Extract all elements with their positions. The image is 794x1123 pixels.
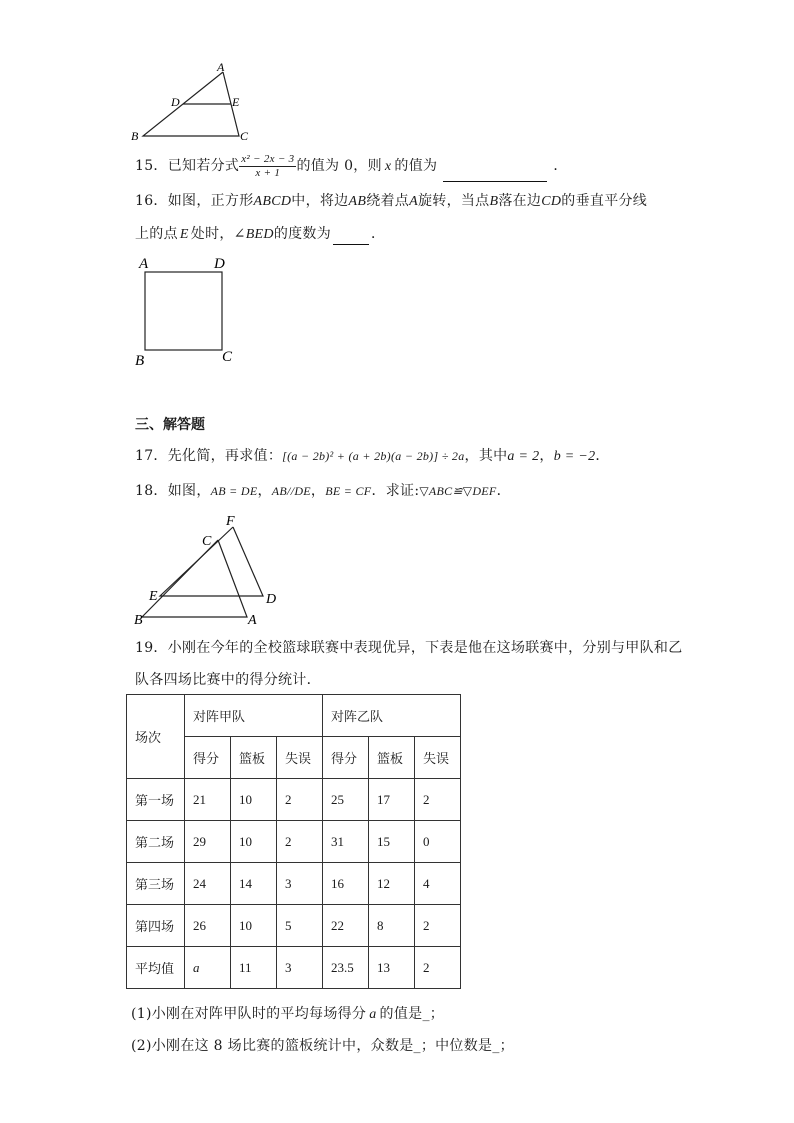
q15-numerator: x² − 2x − 3 (241, 152, 295, 165)
q18-prefix: 18．如图， (135, 483, 211, 499)
q16-text-1e: 落在边 (498, 193, 542, 209)
section-heading: 三、解答题 (135, 417, 205, 433)
q16-text-1d: 旋转，当点 (417, 193, 490, 209)
q15-var: x (384, 159, 392, 174)
triangles-figure-q18 (130, 510, 290, 630)
q19-sub1-text-b: 的值是_； (379, 1006, 445, 1022)
question-19-line-2: 队各四场比赛中的得分统计． (135, 672, 321, 688)
label-e: E (149, 589, 158, 604)
q18-end: ． (496, 483, 511, 499)
subheader-cell: 得分 (323, 737, 369, 779)
subheader-cell: 篮板 (231, 737, 277, 779)
q19-sub1-text-a: (1)小刚在对阵甲队时的平均每场得分 (131, 1006, 367, 1022)
question-17 (135, 446, 610, 467)
table-cell: 15 (369, 821, 415, 863)
q17-prefix: 17．先化简，再求值： (135, 448, 283, 464)
q15-end: ． (553, 158, 568, 174)
q16-point-b: B (489, 194, 499, 209)
q16-answer-blank[interactable] (333, 228, 369, 245)
q17-comma: ， (539, 448, 554, 464)
q16-text-2b: 处时， (190, 226, 234, 242)
table-row (127, 779, 461, 821)
table-row (127, 821, 461, 863)
table-cell: 22 (323, 905, 369, 947)
subheader-cell: 失误 (415, 737, 461, 779)
table-cell: 29 (185, 821, 231, 863)
label-a: A (139, 256, 149, 272)
table-cell: 2 (277, 821, 323, 863)
label-d: D (266, 592, 277, 607)
row-label: 第二场 (127, 821, 185, 863)
triangle-figure-q14 (128, 60, 258, 146)
row-label: 第一场 (127, 779, 185, 821)
label-b: B (131, 129, 139, 143)
triangle-abc-outline (142, 540, 247, 617)
table-header-row (127, 695, 461, 737)
q17-condition-a: a = 2 (507, 449, 540, 464)
question-19-sub-1 (131, 1004, 444, 1025)
q15-answer-blank[interactable] (443, 161, 547, 182)
label-a: A (217, 60, 225, 74)
q16-text-1b: 中，将边 (291, 193, 349, 209)
table-cell: 21 (185, 779, 231, 821)
label-d: D (171, 95, 180, 109)
table-cell: 0 (415, 821, 461, 863)
square-abcd-outline (145, 272, 222, 350)
q18-condition-3: BE = CF (325, 484, 372, 498)
table-row (127, 905, 461, 947)
label-b: B (135, 353, 145, 369)
table-row (127, 947, 461, 989)
group-a-header: 对阵甲队 (185, 695, 323, 737)
score-table (126, 694, 461, 989)
q18-sep-1: ， (257, 483, 272, 499)
table-cell: 26 (185, 905, 231, 947)
table-row (127, 863, 461, 905)
table-cell: 23.5 (323, 947, 369, 989)
square-figure-q16 (130, 252, 240, 370)
question-18 (135, 481, 511, 501)
label-d: D (214, 256, 225, 272)
table-cell: 16 (323, 863, 369, 905)
q18-conclusion: ▽ABC≌▽DEF (419, 484, 497, 498)
q15-denominator: x + 1 (255, 166, 281, 179)
table-cell: 10 (231, 905, 277, 947)
table-cell: a (185, 947, 231, 989)
q15-prefix: 15．已知若分式 (135, 158, 240, 174)
q16-cd: CD (541, 194, 562, 209)
table-cell: 2 (415, 779, 461, 821)
q19-sub1-var: a (369, 1007, 377, 1022)
table-cell: 5 (277, 905, 323, 947)
table-cell: 2 (415, 905, 461, 947)
table-cell: 13 (369, 947, 415, 989)
q17-end: ． (595, 448, 610, 464)
row-label: 第三场 (127, 863, 185, 905)
row-label: 第四场 (127, 905, 185, 947)
q16-point-e: E (179, 227, 189, 242)
table-cell: 12 (369, 863, 415, 905)
q18-middle: ．求证: (371, 483, 420, 499)
table-cell: 25 (323, 779, 369, 821)
table-cell: 8 (369, 905, 415, 947)
question-16-line-1 (135, 191, 647, 212)
label-a: A (248, 613, 257, 628)
label-c: C (202, 534, 212, 549)
group-b-header: 对阵乙队 (323, 695, 461, 737)
question-19-line-1: 19．小刚在今年的全校篮球联赛中表现优异，下表是他在这场联赛中，分别与甲队和乙 (135, 640, 683, 656)
round-header: 场次 (127, 695, 185, 779)
table-cell: 10 (231, 821, 277, 863)
q17-middle: ，其中 (464, 448, 508, 464)
label-b: B (134, 613, 143, 628)
question-19-sub-2: (2)小刚在这 8 场比赛的篮板统计中，众数是_；中位数是_； (131, 1038, 514, 1054)
table-cell: 31 (323, 821, 369, 863)
q16-text-1a: 16．如图，正方形 (135, 193, 254, 209)
label-c: C (240, 129, 249, 143)
q16-abcd: ABCD (253, 194, 292, 209)
subheader-cell: 篮板 (369, 737, 415, 779)
table-cell: 24 (185, 863, 231, 905)
q17-condition-b: b = −2 (553, 449, 596, 464)
q16-angle: ∠BED (233, 227, 274, 242)
q16-ab: AB (348, 194, 367, 209)
q18-condition-1: AB = DE (210, 484, 258, 498)
q15-middle: 的值为 0，则 (296, 158, 382, 174)
table-cell: 3 (277, 863, 323, 905)
row-label: 平均值 (127, 947, 185, 989)
table-cell: 17 (369, 779, 415, 821)
table-cell: 2 (277, 779, 323, 821)
table-cell: 2 (415, 947, 461, 989)
question-15 (135, 151, 568, 181)
q16-point-a: A (409, 194, 418, 209)
q16-text-1f: 的垂直平分线 (561, 193, 648, 209)
q18-condition-2: AB//DE (271, 484, 311, 498)
q16-text-1c: 绕着点 (366, 193, 410, 209)
subheader-cell: 失误 (277, 737, 323, 779)
table-cell: 3 (277, 947, 323, 989)
label-f: F (226, 514, 235, 529)
label-c: C (222, 349, 233, 365)
q15-suffix: 的值为 (394, 158, 438, 174)
label-e: E (232, 95, 240, 109)
question-16-line-2 (135, 224, 385, 245)
table-cell: 14 (231, 863, 277, 905)
table-cell: 4 (415, 863, 461, 905)
q16-text-2a: 上的点 (135, 226, 178, 242)
table-cell: 10 (231, 779, 277, 821)
table-cell: 11 (231, 947, 277, 989)
q16-text-2c: 的度数为 (273, 226, 332, 242)
q16-end: ． (371, 226, 386, 242)
subheader-cell: 得分 (185, 737, 231, 779)
q18-sep-2: ， (310, 483, 326, 499)
q17-expression: [(a − 2b)² + (a + 2b)(a − 2b)] ÷ 2a (282, 449, 465, 463)
q15-fraction (239, 153, 296, 180)
triangle-def-outline (160, 527, 263, 596)
